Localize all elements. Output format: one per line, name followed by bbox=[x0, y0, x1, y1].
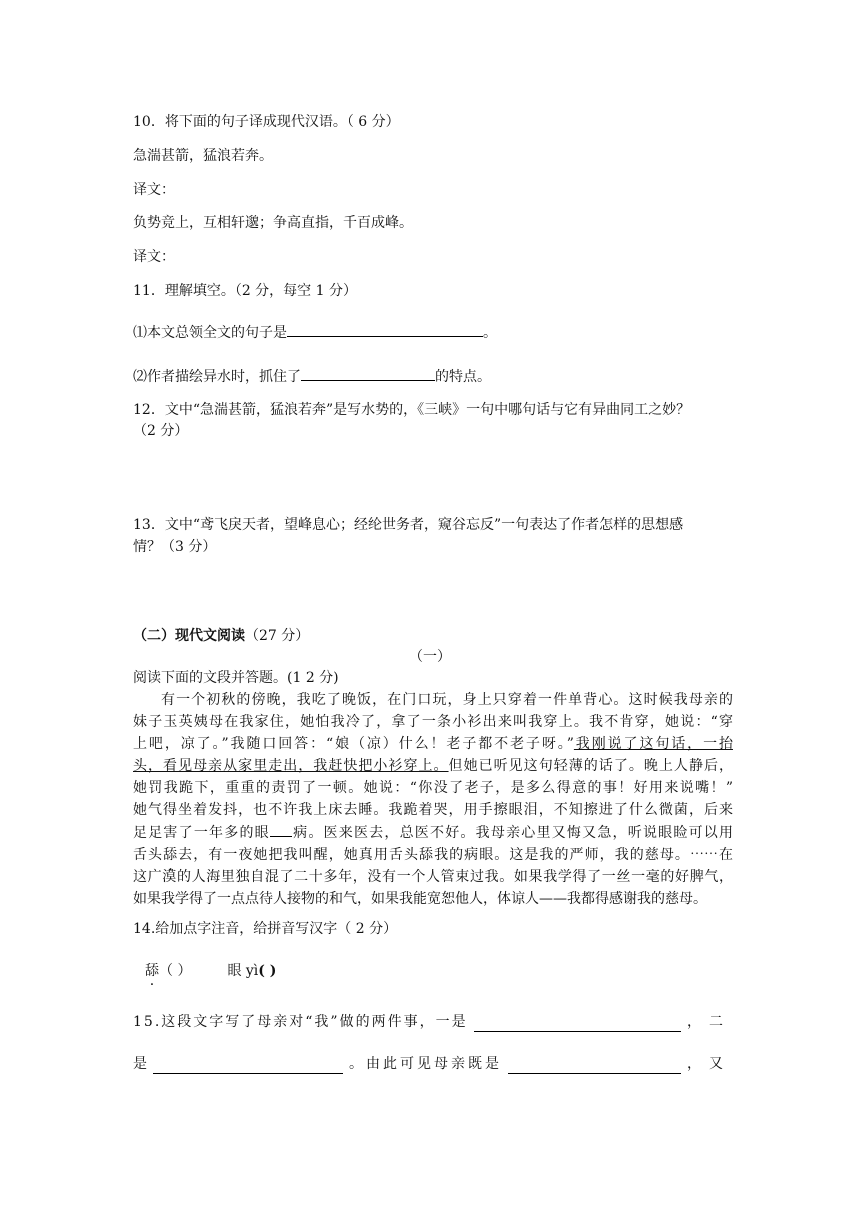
section-2-title: （二）现代文阅读 bbox=[133, 628, 245, 644]
passage-line: 她罚我跪下，重重的责罚了一顿。她说：“你没了老子，是多么得意的事！好用来说嘴！” bbox=[133, 780, 733, 796]
q14-pinyin-label: 眼 yì bbox=[227, 963, 259, 979]
q12-line-1: 12．文中“急湍甚箭，猛浪若奔”是写水势的，《三峡》一句中哪句话与它有异曲同工之妙？ bbox=[133, 402, 691, 418]
q11-part-2 bbox=[133, 366, 491, 387]
q13-line-2: 情？（3 分） bbox=[133, 539, 217, 555]
section-2-score: （27 分） bbox=[245, 628, 310, 644]
q15-answer-blank-2[interactable] bbox=[153, 1059, 343, 1074]
q11-part-1-end: 。 bbox=[483, 325, 497, 341]
q15-text: 15.这段文字写了母亲对“我”做的两件事，一是 bbox=[133, 1014, 468, 1030]
q14-items bbox=[145, 961, 276, 981]
passage-text: 去，有一夜她把我叫醒，她真用舌头舔我的病眼。这是我的严师，我的慈母。⋯⋯在 bbox=[178, 847, 734, 863]
passage-instruction: 阅读下面的文段并答题。(1 2 分) bbox=[133, 670, 339, 686]
q15-text: ，又 bbox=[687, 1056, 731, 1072]
q10-sentence-2: 负势竞上，互相轩邈；争高直指，千百成峰。 bbox=[133, 215, 413, 231]
passage-text: 足足害了一年多的眼 bbox=[133, 825, 270, 841]
q15-text: 是 bbox=[133, 1056, 147, 1072]
q10-translation-label-2: 译文： bbox=[133, 249, 175, 265]
q15-answer-blank-3[interactable] bbox=[508, 1059, 681, 1074]
q11-answer-blank-2[interactable] bbox=[301, 366, 435, 381]
q15-text: ，二 bbox=[687, 1014, 731, 1030]
q11-answer-blank-1[interactable] bbox=[287, 322, 483, 337]
passage-text: 舌头 bbox=[133, 847, 164, 863]
underlined-sentence: 我刚说了这句话，一抬 bbox=[573, 736, 733, 752]
reading-passage bbox=[133, 689, 733, 910]
q14-answer-paren-2[interactable]: ( ) bbox=[258, 963, 277, 979]
q11-part-1-text: ⑴本文总领全文的句子是 bbox=[133, 325, 287, 341]
q10-title: 10．将下面的句子译成现代汉语。（ 6 分） bbox=[133, 114, 400, 130]
q14-dotted-character: 舔 bbox=[145, 963, 159, 979]
q11-part-2-end: 的特点。 bbox=[435, 369, 491, 385]
passage-text: 上吧，凉了。”我随口回答：“娘（凉）什么！老子都不老子呀。” bbox=[133, 736, 574, 752]
q10-translation-label-1: 译文： bbox=[133, 182, 175, 198]
q10-sentence-1: 急湍甚箭，猛浪若奔。 bbox=[133, 148, 273, 164]
q15-line-2 bbox=[133, 1054, 731, 1074]
dotted-character: 舔 bbox=[163, 847, 179, 863]
q15-text: 。由此可见母亲既是 bbox=[349, 1056, 502, 1072]
q11-part-1 bbox=[133, 322, 497, 343]
passage-text: 但她已听见这句轻薄的话了。晚上人静后， bbox=[448, 758, 734, 774]
passage-line: 妹子玉英姨母在我家住，她怕我冷了，拿了一条小衫出来叫我穿上。我不肯穿，她说：“穿 bbox=[133, 714, 733, 730]
q15-answer-blank-1[interactable] bbox=[474, 1017, 681, 1032]
passage-line: 有一个初秋的傍晚，我吃了晚饭，在门口玩，身上只穿着一件单背心。这时候我母亲的 bbox=[161, 692, 733, 708]
passage-line bbox=[133, 844, 733, 866]
q12-line-2: （2 分） bbox=[133, 423, 189, 439]
passage-line: 她气得坐着发抖，也不许我上床去睡。我跪着哭，用手擦眼泪，不知擦进了什么微菌，后来 bbox=[133, 802, 733, 818]
q15-line-1 bbox=[133, 1012, 731, 1032]
q11-part-2-text: ⑵作者描绘异水时，抓住了 bbox=[133, 369, 301, 385]
passage-number: （一） bbox=[409, 649, 451, 665]
q13-line-1: 13．文中“鸢飞戾天者，望峰息心；经纶世务者，窥谷忘反”一句表达了作者怎样的思想感 bbox=[133, 517, 684, 533]
passage-line bbox=[133, 755, 733, 777]
passage-line bbox=[133, 821, 733, 844]
q14-title: 14.给加点字注音，给拼音写汉字（ 2 分） bbox=[133, 921, 398, 937]
q11-title: 11．理解填空。（2 分，每空 1 分） bbox=[133, 283, 357, 299]
passage-text: 病。医来医去，总医不好。我母亲心里又悔又急，听说眼睑可以用 bbox=[291, 825, 734, 841]
passage-line: 这广漠的人海里独自混了二十多年，没有一个人管束过我。如果我学得了一丝一毫的好脾气， bbox=[133, 869, 733, 885]
passage-line: 如果我学得了一点点待人接物的和气，如果我能宽恕他人，体谅人——我都得感谢我的慈母。 bbox=[133, 891, 707, 907]
passage-line bbox=[133, 733, 733, 755]
fill-in-blank[interactable] bbox=[270, 821, 292, 837]
section-2-heading bbox=[133, 626, 309, 646]
underlined-sentence: 头，看见母亲从家里走出，我赶快把小衫穿上。 bbox=[133, 758, 449, 774]
q14-answer-paren-1[interactable]: （ ） bbox=[159, 963, 192, 979]
